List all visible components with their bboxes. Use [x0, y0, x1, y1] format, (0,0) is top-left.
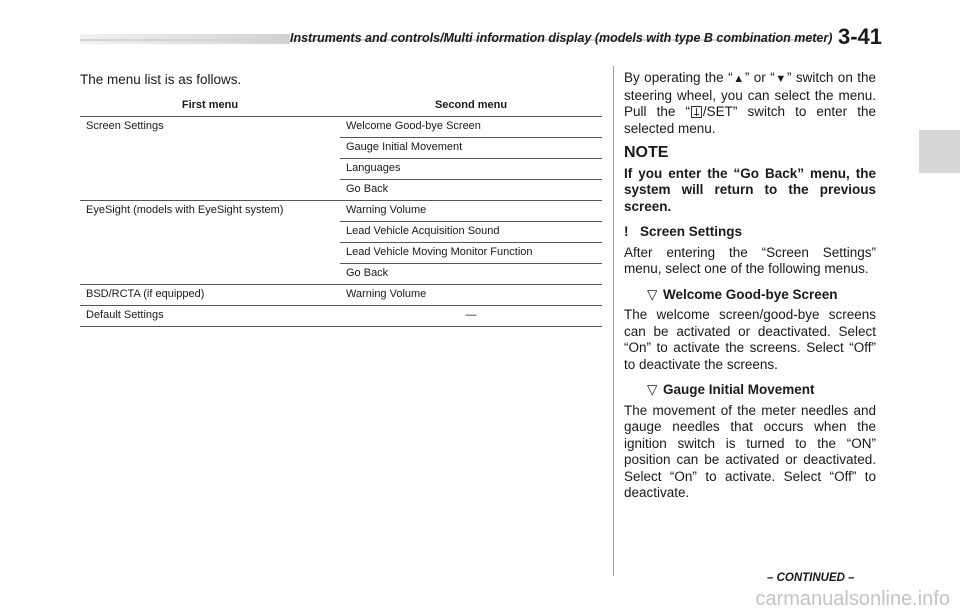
table-row [80, 285, 602, 306]
first-menu-cell: Screen Settings [86, 120, 164, 132]
chapter-tab [919, 130, 960, 173]
note-text: If you enter the “Go Back” menu, the system will return to the previous screen. [624, 165, 876, 214]
first-menu-cell: BSD/RCTA (if equipped) [80, 285, 340, 306]
table-row [80, 117, 602, 138]
down-triangle-icon: ▼ [774, 73, 787, 85]
bullet-icon: ! [624, 224, 629, 239]
table-row [80, 159, 602, 180]
subsection-text: The welcome screen/good-bye screens can be activated or deactivated. Select “On” to activate the screens. Select “Off” to deactivate the screens. [624, 307, 876, 372]
column-divider [613, 66, 614, 576]
operation-paragraph: By operating the “▲” or “▼” switch on the steering wheel, you can select the menu. Pull the “ /SET” switch to enter the selected menu. [624, 70, 877, 136]
right-column [624, 70, 876, 502]
second-menu-cell: Welcome Good-bye Screen [340, 117, 602, 138]
table-header-row [80, 96, 602, 117]
table-row [80, 201, 602, 222]
open-triangle-icon: ▽ [647, 286, 658, 302]
subsection-heading: ▽ Gauge Initial Movement [647, 382, 815, 397]
info-switch-icon [691, 106, 702, 118]
second-menu-cell: Gauge Initial Movement [340, 138, 602, 159]
open-triangle-icon: ▽ [647, 382, 658, 397]
second-menu-cell: Go Back [340, 264, 602, 285]
subsection-text: The movement of the meter needles and gauge needles that occurs when the ignition switch is turned to the “ON” position can be activated or deactivated. Select “On” to activate. Select “Off” to deactivate. [624, 402, 876, 500]
second-menu-cell: Warning Volume [340, 285, 602, 306]
page-number: 3-41 [838, 24, 883, 49]
column-header: Second menu [340, 96, 602, 117]
table-row [80, 138, 602, 159]
first-menu-cell: EyeSight (models with EyeSight system) [86, 204, 284, 216]
first-menu-cell: Default Settings [80, 306, 340, 327]
table-row [80, 222, 602, 243]
second-menu-cell: Lead Vehicle Moving Monitor Function [340, 243, 602, 264]
up-triangle-icon: ▲ [732, 73, 745, 85]
second-menu-cell: — [340, 306, 602, 327]
menu-table [80, 96, 602, 327]
intro-text: The menu list is as follows. [80, 72, 242, 87]
second-menu-cell: Languages [340, 159, 602, 180]
second-menu-cell: Go Back [340, 180, 602, 201]
table-row [80, 306, 602, 327]
table-row [80, 180, 602, 201]
running-header: Instruments and controls/Multi information display (models with type B combination meter) [290, 31, 833, 45]
section-heading: ! Screen Settings [624, 224, 743, 239]
continued-label: – CONTINUED – [767, 572, 855, 584]
subsection-heading: ▽ Welcome Good-bye Screen [647, 286, 838, 302]
table-row [80, 264, 602, 285]
note-heading: NOTE [624, 144, 669, 161]
watermark: carmanualsonline.info [755, 588, 950, 610]
section-text: After entering the “Screen Settings” menu, select one of the following menus. [624, 244, 876, 276]
second-menu-cell: Lead Vehicle Acquisition Sound [340, 222, 602, 243]
column-header: First menu [80, 96, 340, 117]
second-menu-cell: Warning Volume [340, 201, 602, 222]
table-row [80, 243, 602, 264]
